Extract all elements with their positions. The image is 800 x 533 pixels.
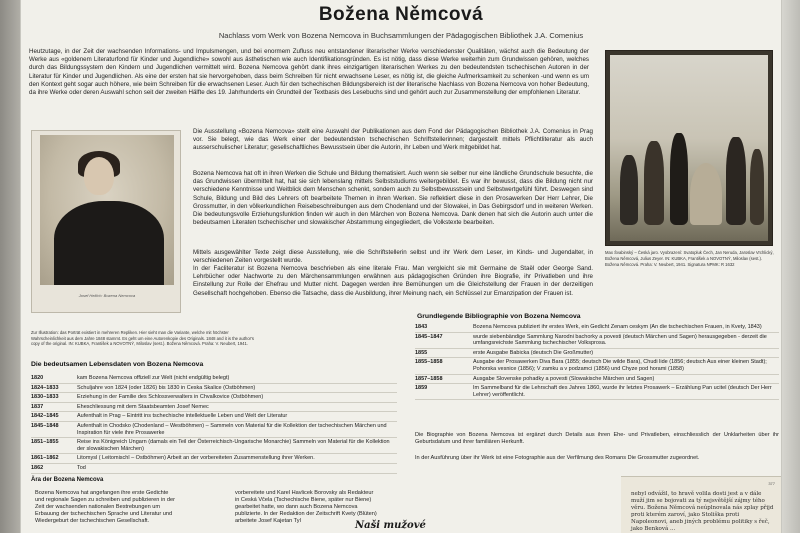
- wall-right: [782, 0, 800, 533]
- book-page-number: 377: [768, 481, 775, 486]
- date-cell: 1855: [415, 349, 428, 356]
- date-cell: 1820: [31, 375, 44, 381]
- table-row: [31, 374, 397, 384]
- event-cell: kam Bozena Nemcova offiziell zur Welt (nicht endgültig belegt): [77, 375, 230, 381]
- table-row: [31, 422, 397, 438]
- date-cell: 1859: [415, 385, 428, 392]
- painting-figure: [620, 155, 638, 225]
- bibliography-table: [415, 323, 779, 400]
- portrait-image: [31, 130, 181, 313]
- life-dates-title: Die bedeutsamen Lebensdaten von Bozena Nemcova: [31, 361, 204, 368]
- era-title: Ära der Bozena Nemcova: [31, 477, 104, 483]
- table-row: [31, 464, 397, 474]
- table-row: [31, 412, 397, 422]
- table-row: [415, 384, 779, 400]
- event-cell: Schuljahre von 1824 (oder 1826) bis 1830 in Ceska Skalice (Ostböhmen): [77, 384, 256, 391]
- book-title: Naši mužové: [355, 520, 426, 531]
- date-cell: 1843: [415, 324, 428, 330]
- exhibition-paragraph: Die Ausstellung «Bozena Nemcova» stellt eine Auswahl der Publikationen aus dem Fond der Pädagogischen Bibliothek J.A. Comenius in Prag vor. Sie belegt, wie das Werk einer der bedeutendsten tschechischen Schriftstellerinnen; dargestellt mittels Pflichtliteratur als auch ausserschulischer Literatur; gesellschaftliches Bewusstsein über die Autorin, ihr Leben und Werk mitgebildet hat.: [193, 128, 593, 152]
- portrait-note: Zur Illustration: das Porträt existiert in mehreren Repliken. Hier sieht man die Variante, welche mit höchster Wahrscheinlichkeit aus dem Jahre 1848 stammt. Es geht um eine Autorenkopie des Originals. 1848 and it is the author's copy of the original. IN: KUBKA, František a NOVOTNÝ, Miloslav (sest.). Božena Němcová. Praha: V. Neubert, 1941.: [31, 330, 254, 347]
- intro-text: Heutzutage, in der Zeit der wachsenden Informations- und Impulsmengen, und bei enormem Zufluss neu entstandener literarischer Werke verschiedenster Qualitäten, wächst auch die Bedeutung der Werke aus «goldenem Literaturfond für Kinder und Jugendliche» sowohl aus ästhetischen wie auch Identifikationsgründen. Es ist nötig, dass diese Werke weiterhin zum Grundwissen gehören, welches durch das Bildungssystem den Kindern und Jugendlichen vermittelt wird. Bozena Nemcova gehört dank ihres einzigartigen literarischen Werkes zu den bedeutendsten tschechischen Autoren in der Literatur für Kinder und Jugendlichen. Als eine der ersten hat sie hervorgehoben, dass beim Schreiben für nicht erwachsene Leser, es nötig ist, die gleiche Aufmerksamkeit zu schenken -und wenn es um den Kontext geht sogar auch höhere, wie beim Schreiben für die erwachsenen Leser. Auch für den tschechischen Bildungsbereich ist der literarische Nachlass von Bozena Nemcova von hoher Bedeutung, da ihre Werke oder deren Auswahl schon seit der zweiten Hälfte des 19. Jahrhunderts ein Grundteil der Textbasis des Lesebuchs sind und gehört auch zur Zusammenstellung der empfohlenen Literatur.: [29, 48, 589, 97]
- date-cell: 1830–1833: [31, 394, 59, 401]
- page-title: Božena Němcová: [318, 4, 484, 25]
- date-cell: 1845–1847: [415, 333, 443, 340]
- work-cell: erste Ausgabe Babicka (deutsch Die Großmutter): [473, 349, 594, 356]
- date-cell: 1861–1862: [31, 455, 59, 462]
- film-note: In der Ausführung über ihr Werk ist eine Fotographie aus der Verfilmung des Romans Die Grossmutter zugeordnet.: [415, 455, 700, 461]
- event-cell: Reise ins Königreich Ungarn (damals ein Teil der Österreichisch-Ungarische Monarchie) Sammeln von Material für die Kollektion der slowakischen Märchen): [77, 439, 390, 452]
- portrait-face: [84, 157, 114, 195]
- exhibition-panel: [20, 0, 782, 533]
- painting-figure: [750, 149, 764, 225]
- painting-figure: [726, 137, 746, 225]
- painting-figure: [644, 141, 664, 225]
- table-row: [31, 384, 397, 394]
- painting-figure: [690, 163, 722, 225]
- selection-paragraph: Mittels ausgewählter Texte zeigt diese Ausstellung, wie die Schriftstellerin selbst und ihr Werk dem Leser, im Kinds- und Jugendalter, in verschiedenen Zeiten vorgestellt wurde.: [193, 249, 593, 265]
- table-row: [415, 323, 779, 333]
- event-cell: Erziehung in der Familie des Schlossverwalters in Chvalkovice (Ostböhmen): [77, 394, 264, 401]
- painting-image: [605, 50, 773, 246]
- painting-scene: [610, 55, 768, 241]
- date-cell: 1842–1845: [31, 413, 59, 420]
- era-text-column-2: vorbereitete und Karel Havlicek Borovsky als Redakteur in Ceská Včela (Tschechische Biene, später nur Biene) gearbeitet hatte, wo dann auch Bozena Nemcova publizierte. In der Redaktion der Zeitschrift Kvety (Blüten) arbeitete Josef Kajetan Tyl: [235, 490, 377, 524]
- table-row: [31, 438, 397, 454]
- table-row: [415, 358, 779, 374]
- table-row: [31, 403, 397, 413]
- date-cell: 1851–1855: [31, 439, 59, 446]
- work-cell: Im Sammelband für die Lehrschaft des Jahres 1860, wurde ihr letztes Prosawerk – Erzählung Pan ucitel (deutsch Der Herr Lehrer) veröffentlicht.: [473, 385, 772, 398]
- date-cell: 1845–1848: [31, 422, 59, 429]
- event-cell: Aufenthalt in Chodsko (Chodenland – Westböhmen) – Sammeln von Material für die Kollektion der tschechischen Märchen und Inspiration für viele ihre Prosawerke: [77, 422, 387, 436]
- date-cell: 1837: [31, 403, 44, 410]
- table-row: [415, 375, 779, 385]
- event-cell: Aufenthalt in Prag – Eintritt ins tschechische intellektuelle Leben und Welt der Literatur: [77, 413, 288, 420]
- painting-caption: Max Švabinský – Česká jaro. Vyobrazení: Svatopluk Čech, Jan Neruda, Jaroslav Vrchlický, Božena Němcová, Julius Zeyer. IN: KUBKA, František a NOVOTNÝ, Miloslav (sest.). Božena Němcová. Praha: V. Neubert, 1941. Signatura NPMK: R 1632: [605, 250, 774, 267]
- table-row: [415, 333, 779, 349]
- era-text-column-1: Bozena Nemcova hat angefangen ihre erste Gedichte und regionale Sagen zu schreiben und publizieren in der Zeit der wachsenden nationalen Bestrebungen um Erbauung der tschechischen Sprache und Literatur und Wiedergeburt der tschechischen Gesellschaft.: [35, 490, 175, 524]
- work-cell: Ausgabe Slovenske pohadky a povesti (Slowakische Märchen und Sagen): [473, 375, 655, 382]
- event-cell: Litomysl ( Leitomischl – Ostböhmen) Arbeit an der vorbereiteten Zusammenstellung ihrer Werken.: [77, 455, 315, 462]
- biography-note: Die Biographie von Bozena Nemcova ist ergänzt durch Details aus ihren Ehe- und Privatleben, einschliesslich der Unklarheiten über ihr Geburtsdatum und ihrer familiären Herkunft.: [415, 432, 779, 446]
- portrait-caption: Josef Hellich: Bozena Nemcova: [78, 293, 136, 298]
- work-cell: Ausgabe der Prosawerken Diva Bara (1855; deutsch Die wilde Bara), Chudi lide (1856; deutsch Aus einer kleinen Stadt); Pohorska vesnice (1856); V zamku a v podzamci (1856) und Chyze pod horami (1858): [473, 359, 767, 372]
- date-cell: 1855–1858: [415, 359, 443, 366]
- date-cell: 1862: [31, 464, 44, 471]
- book-page-text: nebyl odvážil, to hravě volila dosti jest a v dále muží jim se bojovati za tý nejsvětější zájmy tého věru. Božena Němcová neúplnovala nás zplay přijd proti kterém zaroví, jako Stoliška proti Napoleonovi, aneb jiných problému politiky s řeč, jako Benková ...: [631, 491, 774, 532]
- book-page: [621, 476, 781, 533]
- table-row: [31, 393, 397, 403]
- work-cell: wurde siebenbändige Sammlung Narodni bachorky a povesti (deutsch Märchen und Sagen) herausgegeben - derzeit die umfangsreichste Sammlung tschechischer Volksprosa.: [473, 333, 767, 347]
- education-paragraph: Bozena Nemcova hat oft in ihren Werken die Schule und Bildung thematisiert. Auch wenn sie selber nur eine ländliche Grundschule besuchte, die das Grundwissen übermittelt hat, hat sie sich lebenslang mittels Selbststudiums weitergebildet. Es war ihr bewusst, dass die Bildung nicht nur verschiedene Kenntnisse und Weitblick dem Menschen schenkt, sondern auch zu Selbstbewusstsein und Selbstwertgefühl führt. Deswegen sind Schule, Bildung und Bild des Lehrers oft bearbeitete Themen in ihren Werken. Sie reflektiert diese in den Prosawerken Der Herr Lehrer, Die Grossmutter, in den völkerkundlichen Reisebeschreibungen aus dem Chodenland und der Slowakei, in Das Gebirgsdorf und in weiteren Werken. Die bedeutungsvolle Erziehungsfunktion finden wir auch in den Märchen von Bozena Nemcova. Dank denen hat sich die Autorin auch unter die bedeutsamen Literaten tschechischer und slowakischer Abstammung eingegliedert, die Volkstexte bearbeiten.: [193, 170, 593, 227]
- wall-left: [0, 0, 20, 533]
- date-cell: 1857–1858: [415, 375, 443, 382]
- work-cell: Bozena Nemcova publiziert ihr erstes Werk, ein Gedicht Zenam ceskym (An die tschechischen Frauen, in Kvety, 1843): [473, 324, 762, 330]
- life-dates-table: [31, 374, 397, 474]
- date-cell: 1824–1833: [31, 384, 59, 391]
- event-cell: Eheschliessung mit dem Staatsbeamten Josef Nemec: [77, 403, 209, 410]
- bibliography-title: Grundlegende Bibliographie von Bozena Nemcova: [417, 313, 581, 320]
- portrait-dress: [54, 201, 164, 285]
- table-row: [31, 454, 397, 464]
- literature-paragraph: In der Facliteratur ist Bozena Nemcova beschrieben als eine literale Frau. Man vergleicht sie mit Germaine de Staël oder George Sand. Lehrbücher oder Nachworte zu den Märchensammlungen erwähnen aus pädagogischen Gründen ihre Biografie, ihr Privatleben und ihre Einstellung zur Rolle der Ehefrau und Mutter nicht. Dagegen werden ihre Bemühungen um die Gleichstellung der Frauen in der derzeitigen Gesellschaft hochgehoben. Ebenso die Tatsache, dass die Ausbildung, ihrer Meinung nach, ein Schlüssel zur Emanzipation der Frauen ist.: [193, 265, 593, 297]
- table-row: [415, 349, 779, 359]
- page-subtitle: Nachlass vom Werk von Bozena Nemcova in Buchsammlungen der Pädagogischen Bibliothek J.A. Comenius: [218, 31, 584, 40]
- painting-figure: [670, 133, 688, 225]
- event-cell: Tod: [77, 464, 86, 471]
